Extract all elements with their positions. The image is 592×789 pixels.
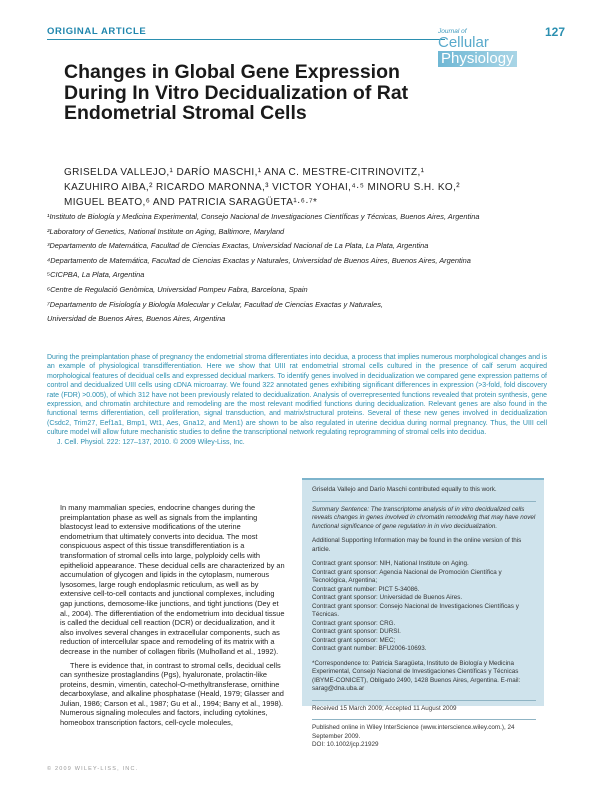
grant-item: Contract grant sponsor: CRG.: [312, 619, 396, 627]
abstract-text: During the preimplantation phase of pregnancy the endometrial stroma differentiates into decidua, a process that implies numerous morphological changes and is an example of physiological transdifferentiation. Here we show that UIII rat endometrial stromal cells cultured in the presence of calf serum acquired morphological features of decidual cells and expressed decidual markers. To identify genes involved in decidualization we compared gene expression patterns of control and decidualized UIII cells using cDNA microarray. We found 322 annotated genes exhibiting significant differences in expression (>3-fold, fold discovery rate (FDR) >0.005), of which 312 have not been previously related to decidualization. Analysis of overrepresented functions revealed that protein synthesis, gene expression, and chromatin architecture and remodeling are the most relevant modified functions during decidualization. Relevant genes are also found in the functional terms differentiation, cell proliferation, signal transduction, and matrix/structural proteins. Several of these new genes involved in decidualization (Csdc2, Trim27, Eef1a1, Bmp1, Wt1, Aes, Gna12, and Men1) are shown to be also regulated in uterine decidua during normal pregnancy. Thus, the UIII cell culture model will allow future mechanistic studies to define the transcriptional network regulating reprogramming of stromal cells into decidua.: [47, 354, 547, 437]
divider: [312, 501, 536, 502]
grant-item: Contract grant sponsor: Consejo Nacional de Investigaciones Científicas y Técnicas.: [312, 602, 519, 618]
published-note: Published online in Wiley InterScience (www.interscience.wiley.com.), 24 September 2009.: [312, 724, 515, 740]
divider: [312, 700, 536, 701]
grant-item: Contract grant sponsor: Universidad de Buenos Aires.: [312, 594, 463, 601]
abstract: [47, 353, 547, 447]
grant-item: Contract grant sponsor: Agencia Nacional de Promoción Científica y Tecnológica, Argentina;: [312, 568, 502, 584]
author-list: [64, 165, 534, 210]
affiliation-item: ³Departamento de Matemática, Facultad de Ciencias Exactas, Universidad Nacional de La Plata, La Plata, Argentina: [47, 241, 429, 251]
supporting-info: Additional Supporting Information may be found in the online version of this article.: [312, 537, 522, 553]
correspondence: *Correspondence to: Patricia Saragüeta, Instituto de Biología y Medicina Experimental, Consejo Nacional de Investigaciones Científicas y Técnicas (IBYME-CONICET), Obligado 2490, 1428 Buenos Aires, Argentina. E-mail: sarag@dna.uba.ar: [312, 659, 521, 692]
header-rule: [47, 39, 445, 40]
section-label: ORIGINAL ARTICLE: [47, 26, 147, 37]
journal-of-label: Journal of: [438, 28, 467, 35]
affiliation-item: ¹Instituto de Biología y Medicina Experimental, Consejo Nacional de Investigaciones Científicas y Técnicas, Buenos Aires, Argentina: [47, 212, 480, 221]
affiliation-list: [47, 210, 547, 327]
page-number: 127: [545, 25, 566, 39]
grant-item: Contract grant sponsor: NIH, National Institute on Aging.: [312, 560, 469, 567]
affiliation-item: ⁷Departamento de Fisiología y Biología Molecular y Celular, Facultad de Ciencias Exactas y Naturales,: [47, 299, 383, 309]
journal-name-cellular: Cellular: [438, 34, 489, 51]
author-line: KAZUHIRO AIBA,² RICARDO MARONNA,³ VICTOR YOHAI,⁴·⁵ MINORU S.H. KO,²: [64, 182, 461, 193]
journal-logo: [438, 28, 528, 90]
affiliation-item: ²Laboratory of Genetics, National Institute on Aging, Baltimore, Maryland: [47, 226, 285, 236]
divider: [312, 719, 536, 720]
affiliation-item: ⁶Centre de Regulació Genòmica, Universidad Pompeu Fabra, Barcelona, Spain: [47, 284, 308, 294]
article-title: Changes in Global Gene Expression During In Vitro Decidualization of Rat Endometrial Stromal Cells: [64, 61, 409, 125]
affiliation-item: ⁴Departamento de Matemática, Facultad de Ciencias Exactas y Naturales, Universidad de Buenos Aires, Buenos Aires, Argentina: [47, 255, 471, 265]
author-line: GRISELDA VALLEJO,¹ DARÍO MASCHI,¹ ANA C. MESTRE-CITRINOVITZ,¹: [64, 167, 425, 178]
journal-name-physiology: Physiology: [438, 51, 517, 67]
body-column: [60, 503, 285, 728]
affiliation-item: ⁵CICPBA, La Plata, Argentina: [47, 270, 145, 280]
summary-sentence: Summary Sentence: The transcriptome analysis of in vitro decidualized cells reveals changes in genes involved in chromatin remodeling that may have novel functional significance of gene regulation in in vivo decidualization.: [312, 505, 536, 530]
received-dates: Received 15 March 2009; Accepted 11 August 2009: [312, 704, 457, 712]
grant-item: Contract grant number: BFU2006-10693.: [312, 645, 427, 652]
copyright-footer: © 2009 WILEY-LISS, INC.: [47, 766, 139, 772]
body-paragraph: In many mammalian species, endocrine changes during the preimplantation phase as well as signals from the implanting blastocyst lead to extensive modifications of the uterine endometrium that ultimately converts into decidua. The most conspicuous aspect of this tissue transdifferentiation is a transformation of stromal cells into large, polyploidy cells with epithelioid appearance. These decidual cells are characterized by an accumulation of glycogen and lipids in the cytoplasm, numerous lysosomes, large rough endoplasmic reticulum, as well as by extensive cell-to-cell contacts and junctional complexes, including gap junctions, demosome-like junctions, and tight junctions (Dey et al., 2004). The differentiation of the endometrium into decidual tissue is called the decidual cell reaction (DCR) or decidualization, and it also involves several changes in extracellular components, such as reduction of intercellular space and remodeling of its matrix with a decrease in the number of collagen fibrils (Mulholland et al., 1992).: [60, 503, 285, 656]
grant-item: Contract grant sponsor: MEC;: [312, 636, 396, 644]
grant-list: [312, 560, 536, 654]
contribution-note: Griselda Vallejo and Darío Maschi contributed equally to this work.: [312, 486, 497, 493]
grant-item: Contract grant sponsor: DURSI.: [312, 628, 401, 635]
doi: DOI: 10.1002/jcp.21929: [312, 741, 379, 748]
article-info-box: [302, 480, 544, 748]
body-paragraph: There is evidence that, in contrast to stromal cells, decidual cells can synthesize prostaglandins (Pgs), hyaluronate, prolactin-like proteins, desmin, vimentin, catechol-O-methyltransferase, ornithine decarboxylase, and alkaline phosphatase (Heald, 1979; Glasser and Julian, 1986; Carson et al., 1987; Gu et al., 1994; Bany et al., 1998). Numerous signaling molecules and factors, including cytokines, homeobox transcription factors, cell-cycle molecules,: [60, 660, 284, 728]
grant-item: Contract grant number: PICT 5-34086.: [312, 585, 420, 593]
affiliation-item: Universidad de Buenos Aires, Buenos Aires, Argentina: [47, 314, 226, 324]
author-line: MIGUEL BEATO,⁶ AND PATRICIA SARAGÜETA¹·⁶·⁷*: [64, 197, 318, 208]
citation: J. Cell. Physiol. 222: 127–137, 2010. © 2009 Wiley-Liss, Inc.: [57, 438, 245, 446]
